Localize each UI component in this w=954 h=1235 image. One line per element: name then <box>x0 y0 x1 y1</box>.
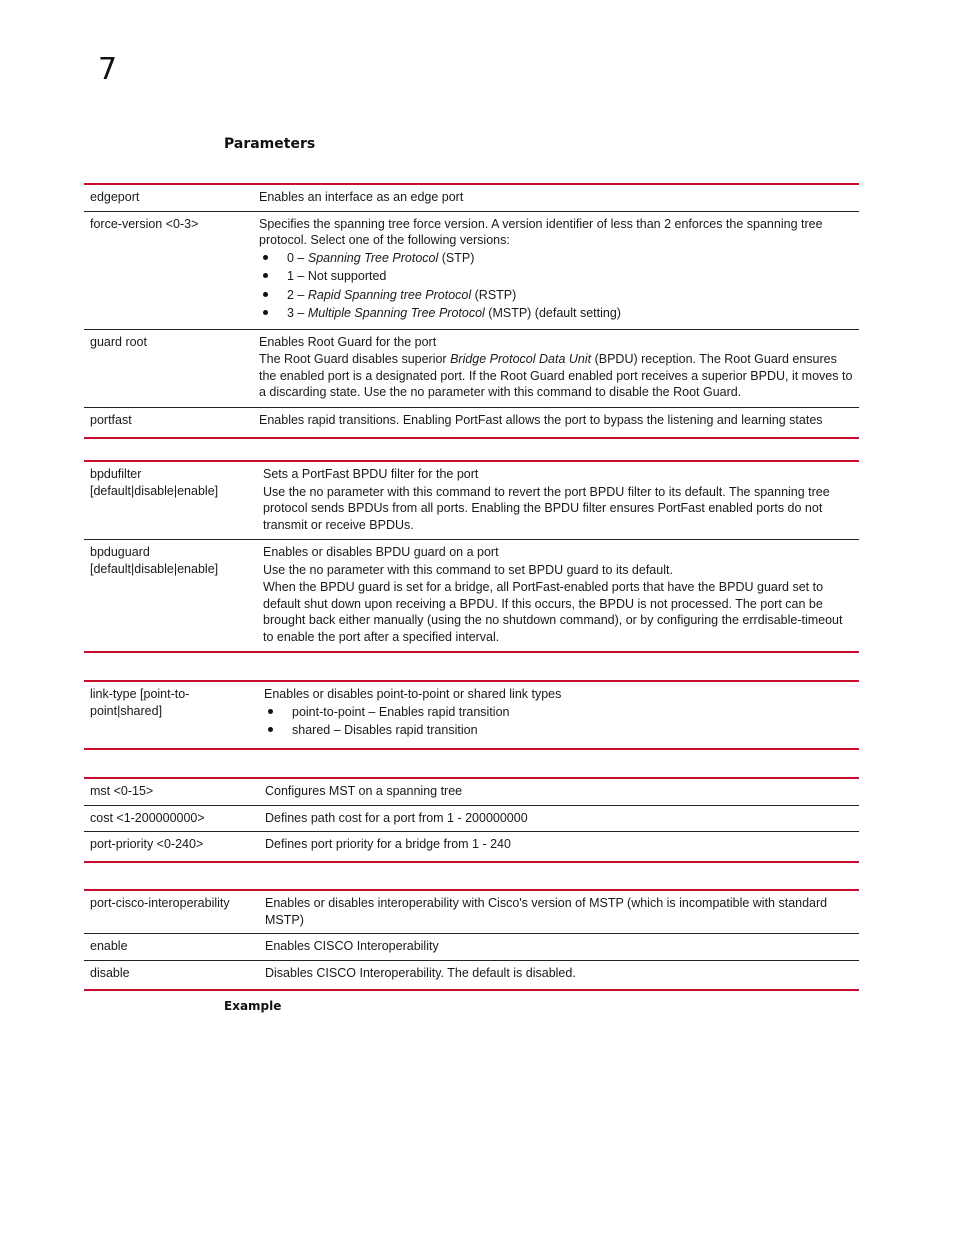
parameters-table-4 <box>84 777 859 863</box>
section-heading: Parameters <box>224 136 316 152</box>
param-desc: Configures MST on a spanning tree <box>259 778 859 805</box>
param-name: edgeport <box>84 184 253 211</box>
param-desc: Defines port priority for a bridge from 1 - 240 <box>259 832 859 862</box>
link-type-list <box>264 704 853 739</box>
param-desc-detail: When the BPDU guard is set for a bridge, all PortFast-enabled ports that have the BPDU guard set to default shut down upon receiving a BPDU. If this occurs, the BPDU is not processed. The port can be brought back either manually (using the no shutdown command), or by configuring the errdisable-timeout to enable the port after a specified interval. <box>263 580 843 644</box>
list-item: point-to-point – Enables rapid transition <box>264 704 853 721</box>
param-desc-text: Sets a PortFast BPDU filter for the port <box>263 467 479 481</box>
param-desc <box>257 540 859 653</box>
param-name: cost <1-200000000> <box>84 805 259 832</box>
table-row <box>84 960 859 990</box>
version-list <box>259 250 853 322</box>
list-item: shared – Disables rapid transition <box>264 722 853 739</box>
param-name: bpdufilter [default|disable|enable] <box>84 461 257 540</box>
param-desc <box>253 329 859 407</box>
param-desc-text: Enables or disables BPDU guard on a port <box>263 545 499 559</box>
parameters-table-1 <box>84 183 859 439</box>
table-row <box>84 461 859 540</box>
param-desc-text: Enables Root Guard for the port <box>259 334 437 349</box>
list-item: 2 – Rapid Spanning tree Protocol (RSTP) <box>259 287 853 304</box>
param-desc <box>257 461 859 540</box>
param-desc <box>258 681 859 749</box>
table-row <box>84 890 859 934</box>
param-desc: Enables CISCO Interoperability <box>259 934 859 961</box>
param-desc: Enables or disables interoperability with Cisco's version of MSTP (which is incompatible with standard MSTP) <box>259 890 859 934</box>
param-name: force-version <0-3> <box>84 211 253 329</box>
param-name: disable <box>84 960 259 990</box>
parameters-table-5 <box>84 889 859 991</box>
param-name: port-cisco-interoperability <box>84 890 259 934</box>
chapter-number: 7 <box>98 52 118 87</box>
param-desc: Enables rapid transitions. Enabling PortFast allows the port to bypass the listening and learning states <box>253 407 859 438</box>
table-row <box>84 778 859 805</box>
param-name: link-type [point-to-point|shared] <box>84 681 258 749</box>
table-row <box>84 934 859 961</box>
param-name: guard root <box>84 329 253 407</box>
param-name: port-priority <0-240> <box>84 832 259 862</box>
param-desc-detail: Use the no parameter with this command to set BPDU guard to its default. <box>263 562 673 577</box>
list-item: 3 – Multiple Spanning Tree Protocol (MSTP) (default setting) <box>259 305 853 322</box>
table-row <box>84 329 859 407</box>
table-row <box>84 184 859 211</box>
table-row <box>84 211 859 329</box>
table-row <box>84 832 859 862</box>
example-heading: Example <box>224 999 282 1013</box>
param-name: portfast <box>84 407 253 438</box>
table-row <box>84 805 859 832</box>
param-name: mst <0-15> <box>84 778 259 805</box>
table-row <box>84 681 859 749</box>
parameters-table-2 <box>84 460 859 653</box>
param-desc-text: Specifies the spanning tree force version. A version identifier of less than 2 enforces the spanning tree protocol. Select one of the following versions: <box>259 216 823 247</box>
parameters-table-3 <box>84 680 859 750</box>
list-item: 1 – Not supported <box>259 268 853 285</box>
param-desc-text: Enables or disables point-to-point or shared link types <box>264 687 562 701</box>
list-item: 0 – Spanning Tree Protocol (STP) <box>259 250 853 267</box>
param-desc: Disables CISCO Interoperability. The default is disabled. <box>259 960 859 990</box>
table-row <box>84 540 859 653</box>
param-desc: Defines path cost for a port from 1 - 200000000 <box>259 805 859 832</box>
param-name: enable <box>84 934 259 961</box>
table-row <box>84 407 859 438</box>
param-desc <box>253 211 859 329</box>
param-desc: Enables an interface as an edge port <box>253 184 859 211</box>
param-desc-detail: Use the no parameter with this command to revert the port BPDU filter to its default. The spanning tree protocol sends BPDUs from all ports. Enabling the BPDU filter ensures PortFast enabled ports do not transmit or receive BPDUs. <box>263 484 830 532</box>
param-name: bpduguard [default|disable|enable] <box>84 540 257 653</box>
param-desc-detail: The Root Guard disables superior Bridge Protocol Data Unit (BPDU) reception. The Root Guard ensures the enabled port is a designated port. If the Root Guard enabled port receives a superior BPDU, it moves to a discarding state. Use the no parameter with this command to disable the Root Guard. <box>259 352 853 399</box>
